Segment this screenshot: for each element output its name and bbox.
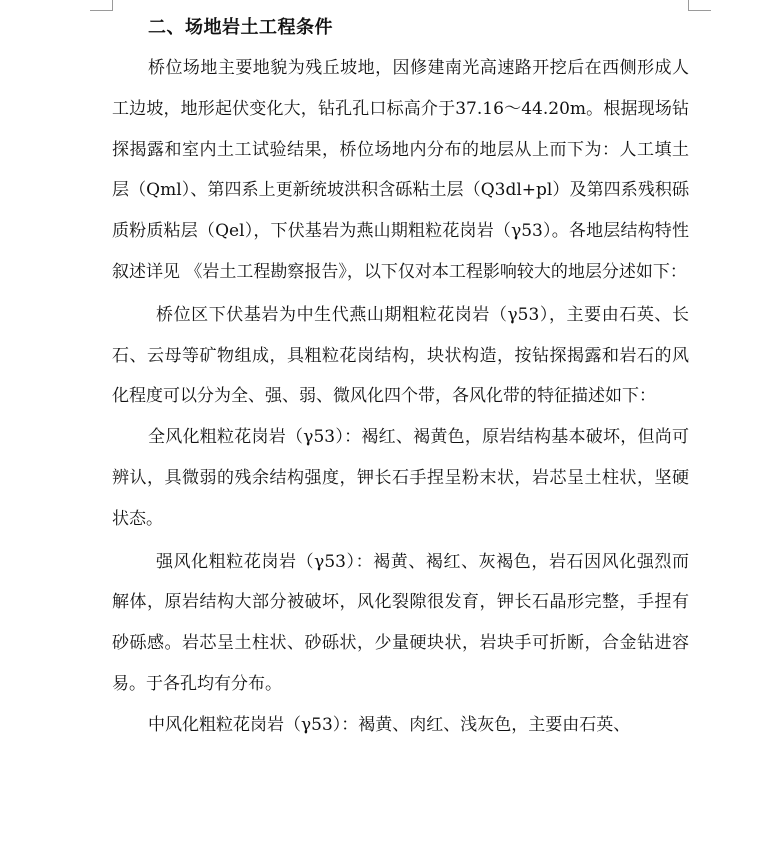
- site-overview-paragraph: 桥位场地主要地貌为残丘坡地，因修建南光高速路开挖后在西侧形成人工边坡，地形起伏变化大，钻孔孔口标高介于37.16～44.20m。根据现场钻探揭露和室内土工试验结果，桥位场地内分布的地层从上而下为：人工填土层（Qml）、第四系上更新统坡洪积含砾粘土层（Q3dl+pl）及第四系残积砾质粉质粘层（Qel），下伏基岩为燕山期粗粒花岗岩（γ53）。各地层结构特性叙述详见 《岩土工程勘察报告》，以下仅对本工程影响较大的地层分述如下：: [112, 58, 689, 282]
- fully-weathered-granite-paragraph: 全风化粗粒花岗岩（γ53）：褐红、褐黄色，原岩结构基本破坏，但尚可辨认，具微弱的残余结构强度，钾长石手捏呈粉末状，岩芯呈土柱状，坚硬状态。: [112, 427, 689, 529]
- strongly-weathered-granite-paragraph: 强风化粗粒花岗岩（γ53）：褐黄、褐红、灰褐色，岩石因风化强烈而解体，原岩结构大部分被破坏，风化裂隙很发育，钾长石晶形完整，手捏有砂砾感。岩芯呈土柱状、砂砾状，少量硬块状，岩块手可折断，合金钻进容易。于各孔均有分布。: [112, 551, 689, 694]
- top-right-margin-mark: [688, 0, 711, 11]
- moderately-weathered-granite-paragraph: 中风化粗粒花岗岩（γ53）：褐黄、肉红、浅灰色，主要由石英、: [148, 714, 631, 735]
- document-body: [112, 8, 689, 746]
- section-heading: 二、场地岩土工程条件: [148, 17, 333, 38]
- top-left-margin-mark: [90, 0, 113, 11]
- bedrock-description-paragraph: 桥位区下伏基岩为中生代燕山期粗粒花岗岩（γ53），主要由石英、长石、云母等矿物组成，具粗粒花岗结构，块状构造，按钻探揭露和岩石的风化程度可以分为全、强、弱、微风化四个带，各风化带的特征描述如下：: [112, 304, 689, 407]
